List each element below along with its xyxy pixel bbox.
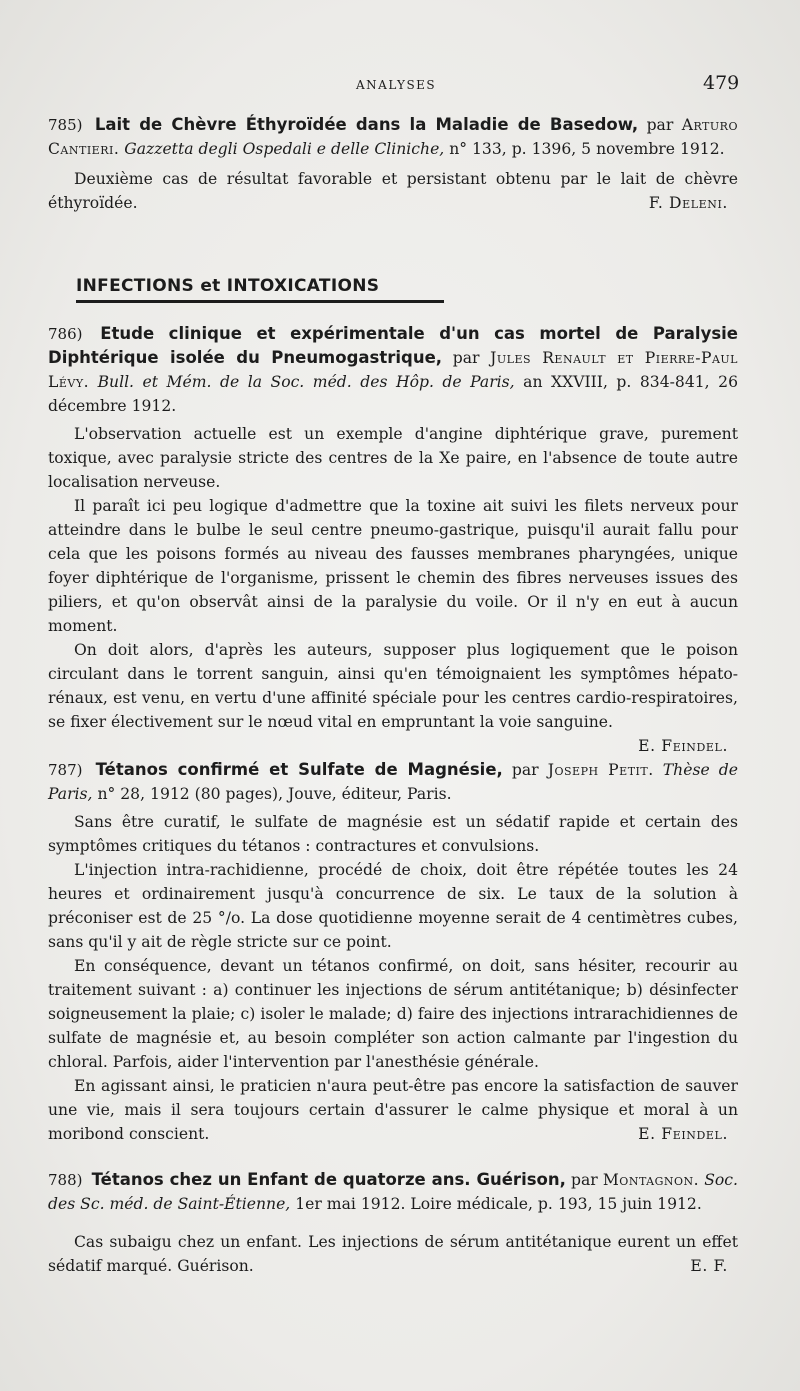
entry-paragraph: En conséquence, devant un tétanos confirmé, on doit, sans hésiter, recourir au traitement suivant : a) continuer les injections de sérum antitétanique; b) désinfecter soigneusement la plaie; c) isoler le malade; d) faire des injections intrarachidiennes de sulfate de magnésie et, au besoin compléter son action calmante par l'ingestion du chloral. Parfois, aider l'intervention par l'anesthésie générale.: [48, 957, 738, 1071]
entry-paragraph: En agissant ainsi, le praticien n'aura peut-être pas encore la satisfaction de sauver une vie, mais il sera toujours certain d'assurer le calme physique et moral à un moribond conscient. E. Feindel.: [48, 1074, 738, 1146]
entry-number: 786): [48, 325, 83, 343]
entry-source: Gazzetta degli Ospedali e delle Cliniche,: [124, 140, 445, 158]
entry-paragraph: L'injection intra-rachidienne, procédé de choix, doit être répétée toutes les 24 heures et ordinairement jusqu'à concurrence de six. Le taux de la solution à préconiser est de 25 °/o. La dose quotidienne moyenne serait de 4 centimètres cubes, sans qu'il y ait de règle stricte sur ce point.: [48, 861, 738, 951]
entry-title: Etude clinique et expérimentale d'un cas mortel de Paralysie Diphtérique isolée du Pneumogastrique,: [48, 324, 738, 367]
entry-paragraph: Cas subaigu chez un enfant. Les injections de sérum antitétanique eurent un effet sédatif marqué. Guérison. E. F.: [48, 1230, 738, 1278]
entry-heading: [48, 758, 738, 806]
entry-heading: [48, 1168, 738, 1216]
entry-authors: Joseph Petit.: [547, 761, 654, 779]
entry-788: [48, 1168, 738, 1278]
section-title: INFECTIONS et INTOXICATIONS: [76, 276, 380, 296]
entry-signature: E. Feindel.: [638, 1125, 728, 1143]
entry-details: n° 133, p. 1396, 5 novembre 1912.: [449, 140, 725, 158]
entry-by: par: [511, 761, 539, 779]
entry-paragraph: L'observation actuelle est un exemple d'angine diphtérique grave, purement toxique, avec paralysie stricte des centres de la Xe paire, en l'absence de toute autre localisation nerveuse.: [48, 425, 738, 491]
entry-signature: F. Deleni.: [648, 194, 728, 212]
running-head: [0, 72, 800, 98]
entry-title: Tétanos confirmé et Sulfate de Magnésie,: [95, 760, 503, 779]
running-head-title: ANALYSES: [356, 78, 437, 92]
entry-heading: [48, 113, 738, 161]
entry-paragraph: Deuxième cas de résultat favorable et persistant obtenu par le lait de chèvre éthyroïdée. F. Deleni.: [48, 167, 738, 215]
entry-source: Thèse de Paris,: [48, 761, 738, 803]
entry-title: Tétanos chez un Enfant de quatorze ans. Guérison,: [91, 1170, 566, 1189]
entry-authors: Jules Renault et Pierre-Paul Lévy.: [48, 349, 738, 391]
section-rule: [76, 300, 444, 303]
entry-paragraph: On doit alors, d'après les auteurs, supposer plus logiquement que le poison circulant dans le torrent sanguin, ainsi qu'en témoignaient les symptômes hépato-rénaux, est venu, en vertu d'une affinité spéciale pour les centres cardio-respiratoires, se fixer électivement sur le nœud vital en empruntant la voie sanguine. E. Feindel.: [48, 638, 738, 734]
entry-by: par: [646, 116, 674, 134]
entry-number: 787): [48, 761, 83, 779]
entry-paragraph: Sans être curatif, le sulfate de magnésie est un sédatif rapide et certain des symptômes critiques du tétanos : contractures et convulsions.: [48, 813, 738, 855]
entry-source: Bull. et Mém. de la Soc. méd. des Hôp. de Paris,: [97, 373, 515, 391]
entry-signature: E. Feindel.: [638, 737, 728, 755]
page-number: 479: [703, 72, 740, 94]
entry-details: an XXVIII, p. 834-841, 26 décembre 1912.: [48, 373, 738, 415]
entry-by: par: [571, 1171, 598, 1189]
entry-number: 785): [48, 116, 83, 134]
entry-heading: [48, 322, 738, 418]
entry-details: 1er mai 1912. Loire médicale, p. 193, 15 juin 1912.: [295, 1195, 702, 1213]
entry-authors: Arturo Cantieri.: [48, 116, 738, 158]
entry-by: par: [452, 349, 480, 367]
entry-source: Soc. des Sc. méd. de Saint-Étienne,: [48, 1171, 738, 1213]
entry-details: n° 28, 1912 (80 pages), Jouve, éditeur, Paris.: [97, 785, 452, 803]
entry-authors: Montagnon.: [602, 1171, 700, 1189]
entry-787: [48, 758, 738, 1146]
entry-number: 788): [48, 1171, 83, 1189]
entry-paragraph: Il paraît ici peu logique d'admettre que la toxine ait suivi les filets nerveux pour atteindre dans le bulbe le seul centre pneumo-gastrique, puisqu'il aurait fallu pour cela que les poisons formés au niveau des fausses membranes pharyngées, unique foyer diphtérique de l'organisme, prissent le chemin des fibres nerveuses issues des piliers, et qu'on observât ainsi de la paralysie du voile. Or il n'y en eut à aucun moment.: [48, 497, 738, 635]
entry-785: [48, 113, 738, 215]
entry-786: [48, 322, 738, 758]
entry-signature: E. F.: [690, 1257, 728, 1275]
entry-title: Lait de Chèvre Éthyroïdée dans la Maladie de Basedow,: [94, 115, 639, 134]
